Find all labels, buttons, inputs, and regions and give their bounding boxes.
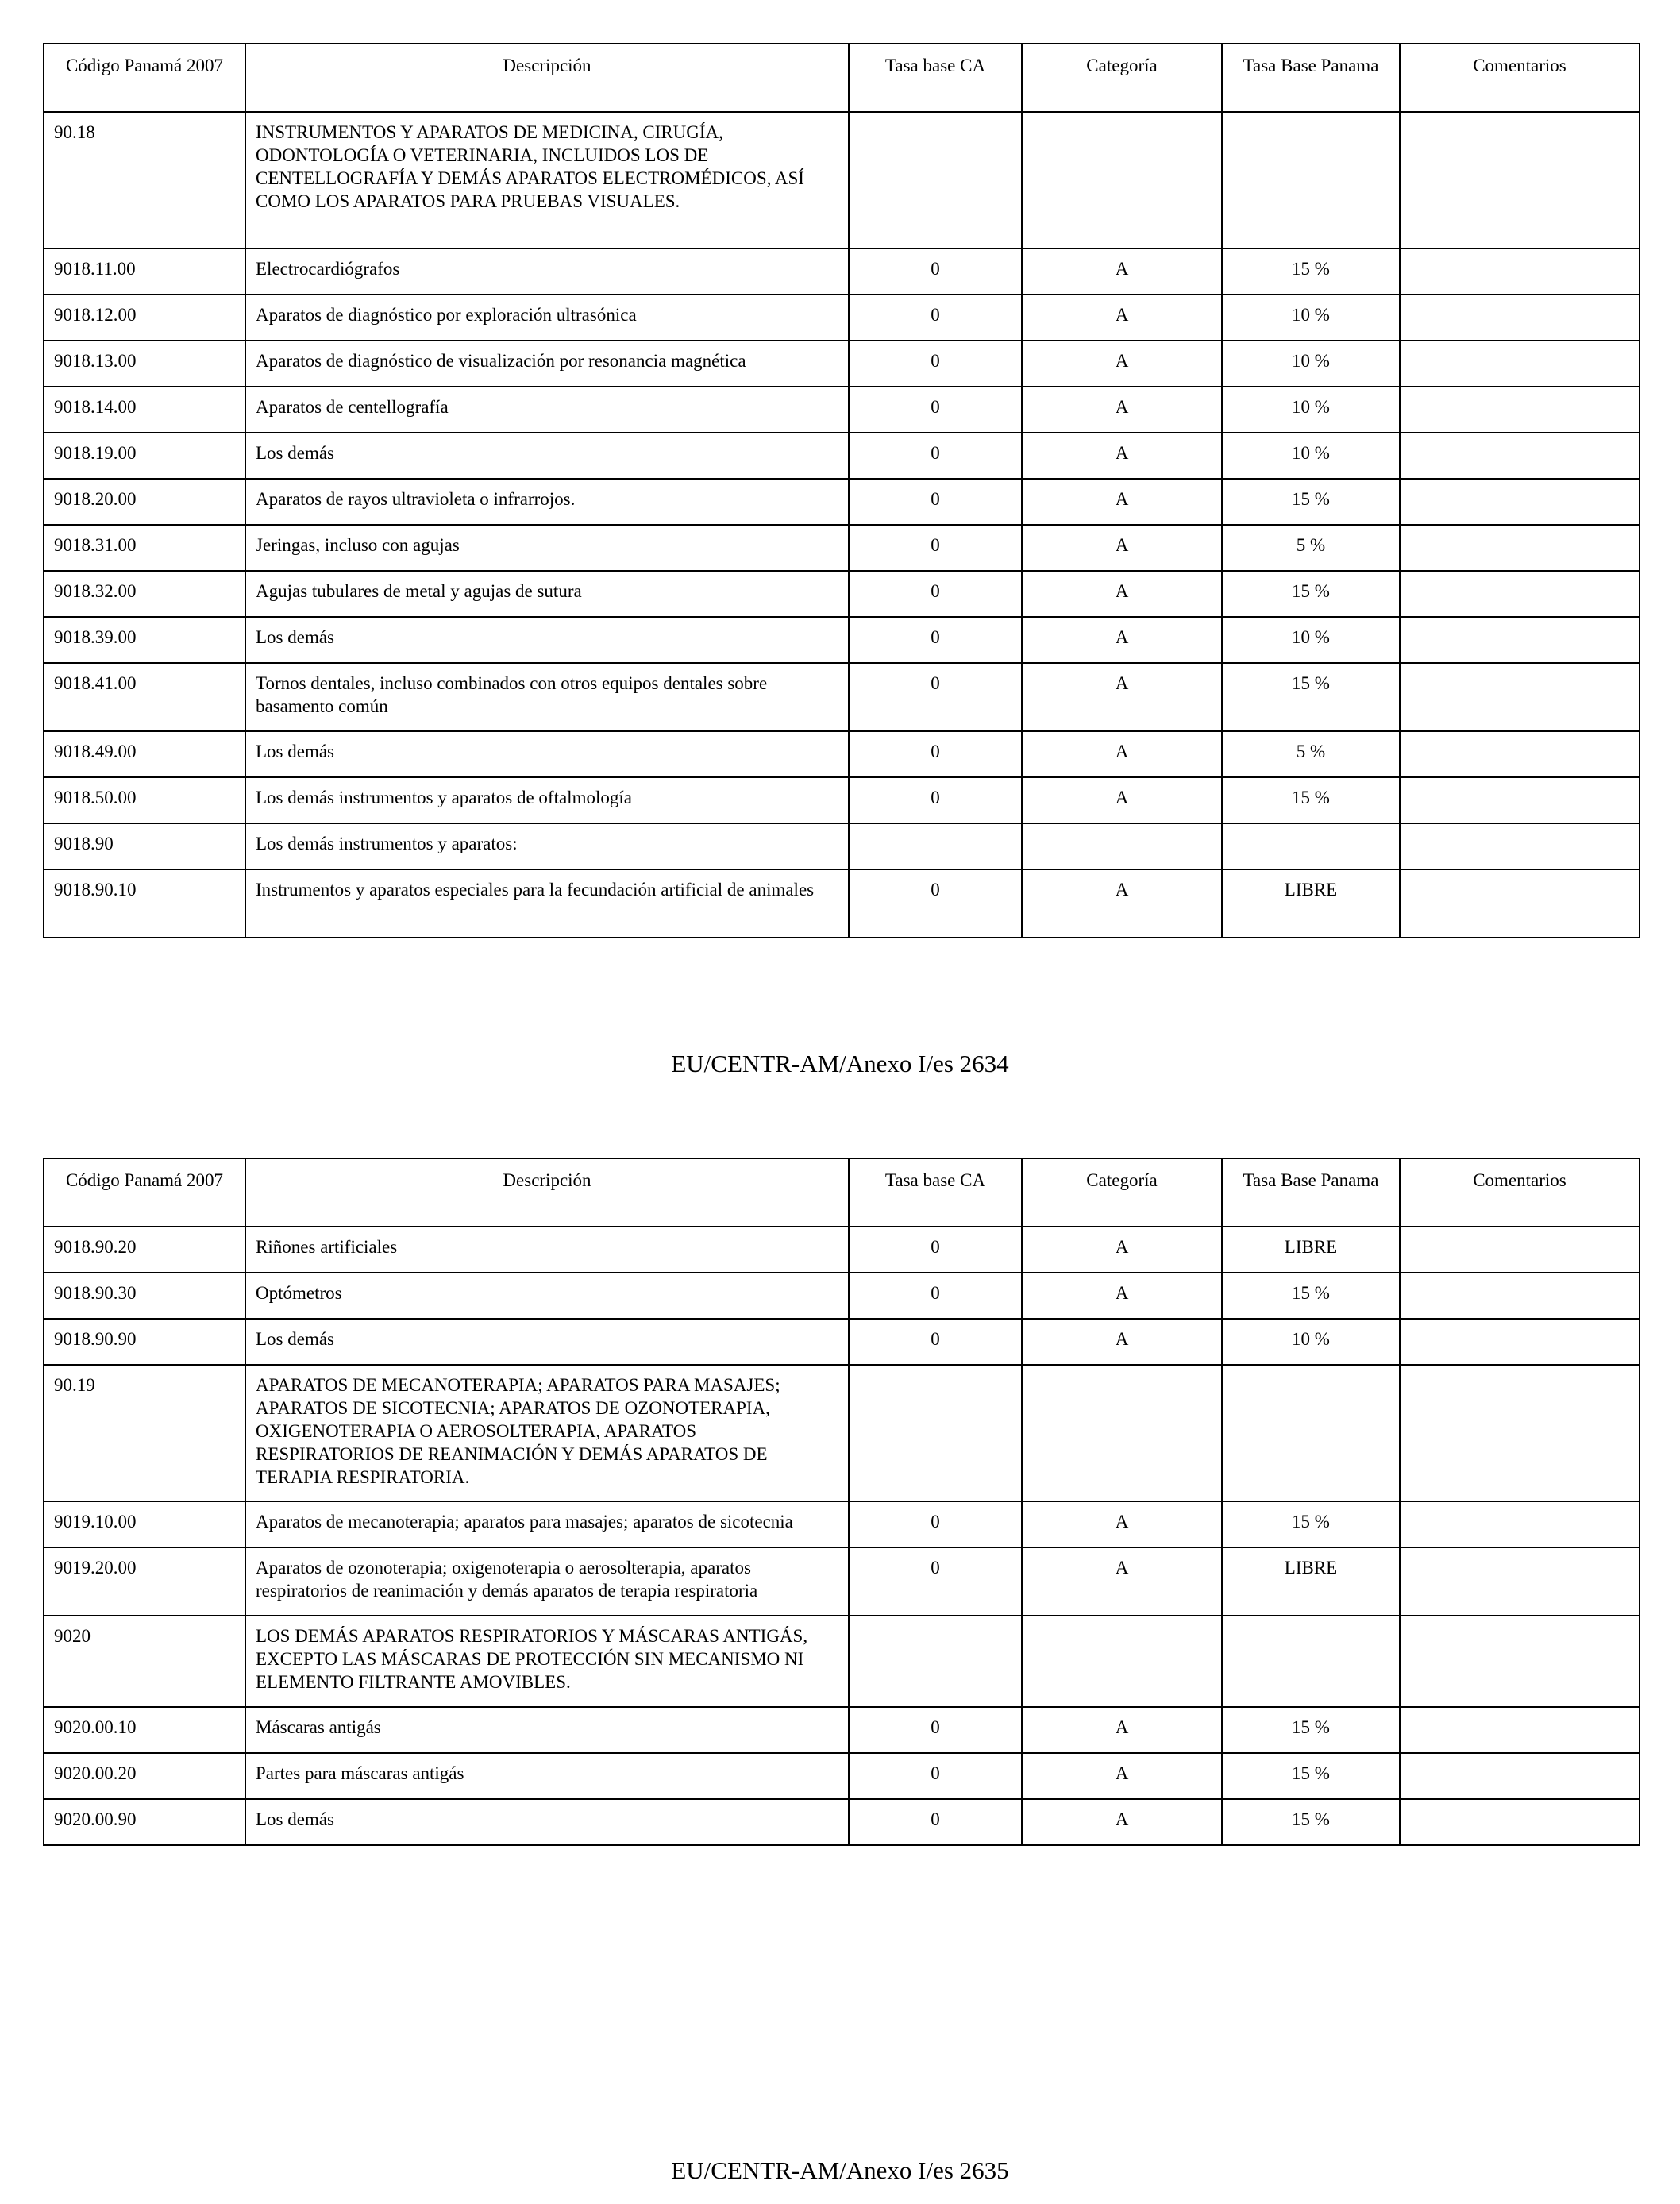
code-cell: 9018.12.00 — [44, 295, 245, 341]
categoria-cell: A — [1022, 1799, 1222, 1845]
tasa-ca-cell: 0 — [849, 479, 1022, 525]
table-row — [44, 571, 1640, 617]
header-description: Descripción — [245, 44, 849, 112]
comentarios-cell — [1400, 295, 1640, 341]
table-row — [44, 663, 1640, 731]
code-cell: 9018.11.00 — [44, 249, 245, 295]
tasa-panama-cell: 10 % — [1222, 617, 1400, 663]
table-row — [44, 823, 1640, 869]
comentarios-cell — [1400, 1319, 1640, 1365]
description-cell: APARATOS DE MECANOTERAPIA; APARATOS PARA MASAJES; APARATOS DE SICOTECNIA; APARATOS DE OZONOTERAPIA, OXIGENOTERAPIA O AEROSOLTERAPIA, APARATOS RESPIRATORIOS DE REANIMACIÓN Y DEMÁS APARATOS DE TERAPIA RESPIRATORIA. — [245, 1365, 849, 1501]
categoria-cell — [1022, 1365, 1222, 1501]
code-cell: 90.19 — [44, 1365, 245, 1501]
categoria-cell — [1022, 823, 1222, 869]
categoria-cell — [1022, 112, 1222, 249]
tariff-table-page-2634 — [43, 43, 1640, 938]
tasa-ca-cell: 0 — [849, 433, 1022, 479]
tasa-ca-cell — [849, 1365, 1022, 1501]
categoria-cell: A — [1022, 1707, 1222, 1753]
tasa-panama-cell: 5 % — [1222, 731, 1400, 777]
table-row — [44, 617, 1640, 663]
table-row — [44, 525, 1640, 571]
description-cell: INSTRUMENTOS Y APARATOS DE MEDICINA, CIRUGÍA, ODONTOLOGÍA O VETERINARIA, INCLUIDOS LOS DE CENTELLOGRAFÍA Y DEMÁS APARATOS ELECTROMÉDICOS, ASÍ COMO LOS APARATOS PARA PRUEBAS VISUALES. — [245, 112, 849, 249]
tasa-ca-cell: 0 — [849, 1227, 1022, 1273]
tasa-panama-cell: 10 % — [1222, 387, 1400, 433]
code-cell: 9020 — [44, 1616, 245, 1707]
tasa-ca-cell: 0 — [849, 295, 1022, 341]
code-cell: 9018.50.00 — [44, 777, 245, 823]
categoria-cell: A — [1022, 1319, 1222, 1365]
code-cell: 9018.90.30 — [44, 1273, 245, 1319]
comentarios-cell — [1400, 777, 1640, 823]
tasa-ca-cell — [849, 1616, 1022, 1707]
categoria-cell: A — [1022, 571, 1222, 617]
comentarios-cell — [1400, 1707, 1640, 1753]
table-row — [44, 433, 1640, 479]
categoria-cell: A — [1022, 1547, 1222, 1616]
tasa-ca-cell: 0 — [849, 249, 1022, 295]
description-cell: Aparatos de ozonoterapia; oxigenoterapia o aerosolterapia, aparatos respiratorios de reanimación y demás aparatos de terapia respiratoria — [245, 1547, 849, 1616]
tasa-panama-cell — [1222, 1365, 1400, 1501]
tasa-panama-cell: 15 % — [1222, 249, 1400, 295]
comentarios-cell — [1400, 663, 1640, 731]
description-cell: Aparatos de diagnóstico por exploración ultrasónica — [245, 295, 849, 341]
tasa-panama-cell: 10 % — [1222, 433, 1400, 479]
comentarios-cell — [1400, 433, 1640, 479]
tasa-panama-cell: 10 % — [1222, 341, 1400, 387]
tasa-ca-cell: 0 — [849, 1799, 1022, 1845]
tasa-panama-cell: 5 % — [1222, 525, 1400, 571]
page-footer-2635: EU/CENTR-AM/Anexo I/es 2635 — [671, 2156, 1009, 2184]
comentarios-cell — [1400, 112, 1640, 249]
comentarios-cell — [1400, 1227, 1640, 1273]
tasa-panama-cell: 15 % — [1222, 1707, 1400, 1753]
categoria-cell: A — [1022, 869, 1222, 938]
header-categoria: Categoría — [1022, 1158, 1222, 1227]
categoria-cell: A — [1022, 777, 1222, 823]
header-description: Descripción — [245, 1158, 849, 1227]
comentarios-cell — [1400, 341, 1640, 387]
categoria-cell: A — [1022, 1273, 1222, 1319]
table-row — [44, 112, 1640, 249]
tasa-panama-cell: LIBRE — [1222, 1547, 1400, 1616]
categoria-cell: A — [1022, 1753, 1222, 1799]
tasa-ca-cell: 0 — [849, 1273, 1022, 1319]
description-cell: Los demás — [245, 1319, 849, 1365]
description-cell: Instrumentos y aparatos especiales para la fecundación artificial de animales — [245, 869, 849, 938]
description-cell: Aparatos de centellografía — [245, 387, 849, 433]
description-cell: Los demás instrumentos y aparatos de oftalmología — [245, 777, 849, 823]
code-cell: 9018.39.00 — [44, 617, 245, 663]
code-cell: 9018.32.00 — [44, 571, 245, 617]
description-cell: Aparatos de rayos ultravioleta o infrarrojos. — [245, 479, 849, 525]
tasa-panama-cell: 10 % — [1222, 1319, 1400, 1365]
tasa-ca-cell: 0 — [849, 617, 1022, 663]
tariff-table-page-2635 — [43, 1158, 1640, 1846]
code-cell: 9018.14.00 — [44, 387, 245, 433]
comentarios-cell — [1400, 731, 1640, 777]
tasa-panama-cell — [1222, 1616, 1400, 1707]
description-cell: Aparatos de mecanoterapia; aparatos para masajes; aparatos de sicotecnia — [245, 1501, 849, 1547]
tasa-ca-cell: 0 — [849, 731, 1022, 777]
comentarios-cell — [1400, 525, 1640, 571]
tasa-panama-cell: 15 % — [1222, 1799, 1400, 1845]
header-code: Código Panamá 2007 — [44, 1158, 245, 1227]
tasa-panama-cell: LIBRE — [1222, 869, 1400, 938]
categoria-cell: A — [1022, 387, 1222, 433]
tasa-ca-cell: 0 — [849, 341, 1022, 387]
comentarios-cell — [1400, 869, 1640, 938]
tasa-panama-cell: 15 % — [1222, 479, 1400, 525]
header-categoria: Categoría — [1022, 44, 1222, 112]
categoria-cell: A — [1022, 731, 1222, 777]
table-row — [44, 1273, 1640, 1319]
table-row — [44, 1707, 1640, 1753]
description-cell: Máscaras antigás — [245, 1707, 849, 1753]
code-cell: 9020.00.20 — [44, 1753, 245, 1799]
tasa-panama-cell — [1222, 823, 1400, 869]
code-cell: 9018.90.20 — [44, 1227, 245, 1273]
code-cell: 9018.41.00 — [44, 663, 245, 731]
header-tasa-panama: Tasa Base Panama — [1222, 1158, 1400, 1227]
tasa-ca-cell: 0 — [849, 525, 1022, 571]
table-row — [44, 1319, 1640, 1365]
comentarios-cell — [1400, 617, 1640, 663]
description-cell: LOS DEMÁS APARATOS RESPIRATORIOS Y MÁSCARAS ANTIGÁS, EXCEPTO LAS MÁSCARAS DE PROTECCIÓN SIN MECANISMO NI ELEMENTO FILTRANTE AMOVIBLES. — [245, 1616, 849, 1707]
comentarios-cell — [1400, 1753, 1640, 1799]
comentarios-cell — [1400, 1501, 1640, 1547]
table-row — [44, 341, 1640, 387]
header-comentarios: Comentarios — [1400, 44, 1640, 112]
categoria-cell — [1022, 1616, 1222, 1707]
categoria-cell: A — [1022, 525, 1222, 571]
categoria-cell: A — [1022, 663, 1222, 731]
table-row — [44, 1365, 1640, 1501]
header-tasa-ca: Tasa base CA — [849, 44, 1022, 112]
categoria-cell: A — [1022, 1227, 1222, 1273]
description-cell: Los demás — [245, 731, 849, 777]
tasa-ca-cell: 0 — [849, 1319, 1022, 1365]
tasa-ca-cell: 0 — [849, 1707, 1022, 1753]
description-cell: Jeringas, incluso con agujas — [245, 525, 849, 571]
table-row — [44, 1616, 1640, 1707]
categoria-cell: A — [1022, 433, 1222, 479]
page-footer-2634: EU/CENTR-AM/Anexo I/es 2634 — [671, 1050, 1009, 1077]
tasa-ca-cell: 0 — [849, 1547, 1022, 1616]
code-cell: 9020.00.10 — [44, 1707, 245, 1753]
header-code: Código Panamá 2007 — [44, 44, 245, 112]
table-row — [44, 1227, 1640, 1273]
tasa-ca-cell: 0 — [849, 663, 1022, 731]
tasa-panama-cell: 15 % — [1222, 663, 1400, 731]
description-cell: Tornos dentales, incluso combinados con otros equipos dentales sobre basamento común — [245, 663, 849, 731]
tasa-ca-cell: 0 — [849, 1501, 1022, 1547]
categoria-cell: A — [1022, 617, 1222, 663]
code-cell: 9018.90 — [44, 823, 245, 869]
categoria-cell: A — [1022, 1501, 1222, 1547]
table-row — [44, 1547, 1640, 1616]
tasa-panama-cell: 15 % — [1222, 1753, 1400, 1799]
categoria-cell: A — [1022, 341, 1222, 387]
tasa-panama-cell — [1222, 112, 1400, 249]
comentarios-cell — [1400, 249, 1640, 295]
tasa-ca-cell: 0 — [849, 571, 1022, 617]
code-cell: 90.18 — [44, 112, 245, 249]
tasa-panama-cell: 10 % — [1222, 295, 1400, 341]
comentarios-cell — [1400, 1273, 1640, 1319]
table-row — [44, 1753, 1640, 1799]
table-row — [44, 1799, 1640, 1845]
tasa-panama-cell: 15 % — [1222, 571, 1400, 617]
code-cell: 9018.31.00 — [44, 525, 245, 571]
comentarios-cell — [1400, 1547, 1640, 1616]
code-cell: 9018.90.10 — [44, 869, 245, 938]
tasa-ca-cell: 0 — [849, 869, 1022, 938]
tasa-ca-cell: 0 — [849, 1753, 1022, 1799]
comentarios-cell — [1400, 1365, 1640, 1501]
table-header-row — [44, 1158, 1640, 1227]
header-comentarios: Comentarios — [1400, 1158, 1640, 1227]
tasa-ca-cell: 0 — [849, 387, 1022, 433]
description-cell: Los demás — [245, 617, 849, 663]
comentarios-cell — [1400, 823, 1640, 869]
description-cell: Riñones artificiales — [245, 1227, 849, 1273]
comentarios-cell — [1400, 387, 1640, 433]
code-cell: 9018.20.00 — [44, 479, 245, 525]
categoria-cell: A — [1022, 479, 1222, 525]
categoria-cell: A — [1022, 295, 1222, 341]
code-cell: 9018.90.90 — [44, 1319, 245, 1365]
description-cell: Optómetros — [245, 1273, 849, 1319]
tasa-ca-cell — [849, 823, 1022, 869]
tasa-ca-cell — [849, 112, 1022, 249]
code-cell: 9019.20.00 — [44, 1547, 245, 1616]
description-cell: Agujas tubulares de metal y agujas de sutura — [245, 571, 849, 617]
description-cell: Electrocardiógrafos — [245, 249, 849, 295]
description-cell: Los demás — [245, 1799, 849, 1845]
tasa-panama-cell: LIBRE — [1222, 1227, 1400, 1273]
code-cell: 9018.19.00 — [44, 433, 245, 479]
table-row — [44, 869, 1640, 938]
description-cell: Los demás instrumentos y aparatos: — [245, 823, 849, 869]
description-cell: Los demás — [245, 433, 849, 479]
code-cell: 9020.00.90 — [44, 1799, 245, 1845]
table-row — [44, 295, 1640, 341]
table-row — [44, 1501, 1640, 1547]
comentarios-cell — [1400, 479, 1640, 525]
header-tasa-ca: Tasa base CA — [849, 1158, 1022, 1227]
description-cell: Partes para máscaras antigás — [245, 1753, 849, 1799]
tasa-panama-cell: 15 % — [1222, 777, 1400, 823]
header-tasa-panama: Tasa Base Panama — [1222, 44, 1400, 112]
comentarios-cell — [1400, 1616, 1640, 1707]
table-row — [44, 479, 1640, 525]
table-header-row — [44, 44, 1640, 112]
code-cell: 9018.49.00 — [44, 731, 245, 777]
code-cell: 9019.10.00 — [44, 1501, 245, 1547]
description-cell: Aparatos de diagnóstico de visualización por resonancia magnética — [245, 341, 849, 387]
comentarios-cell — [1400, 571, 1640, 617]
table-row — [44, 777, 1640, 823]
categoria-cell: A — [1022, 249, 1222, 295]
table-row — [44, 387, 1640, 433]
tasa-panama-cell: 15 % — [1222, 1501, 1400, 1547]
code-cell: 9018.13.00 — [44, 341, 245, 387]
comentarios-cell — [1400, 1799, 1640, 1845]
tasa-panama-cell: 15 % — [1222, 1273, 1400, 1319]
tasa-ca-cell: 0 — [849, 777, 1022, 823]
table-row — [44, 249, 1640, 295]
table-row — [44, 731, 1640, 777]
